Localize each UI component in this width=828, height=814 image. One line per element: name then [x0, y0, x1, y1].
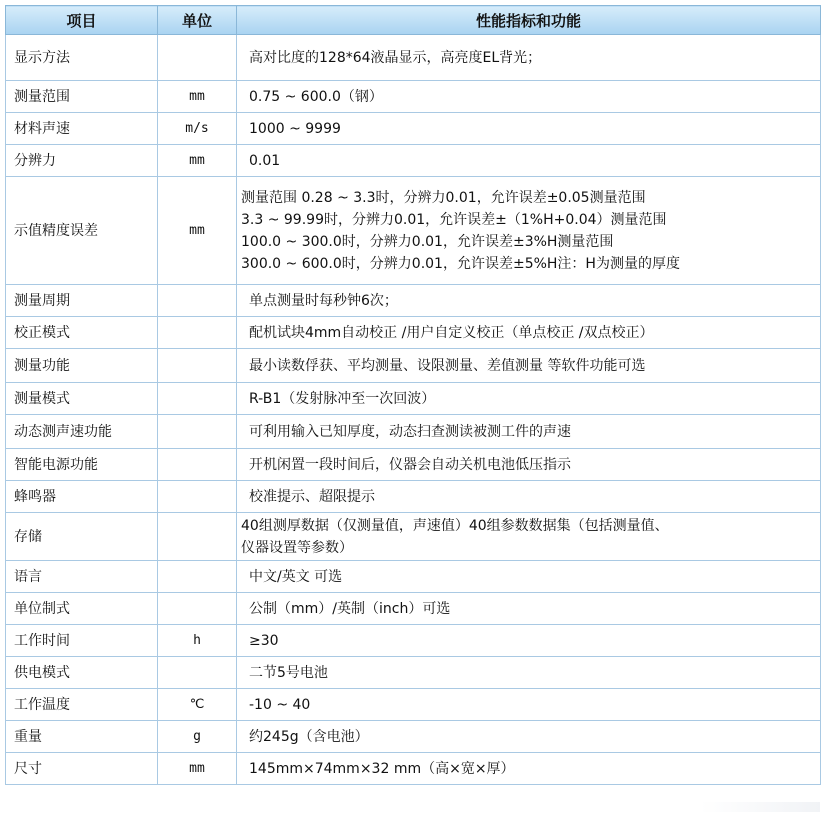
spec-line: 中文/英文 可选 — [249, 568, 343, 585]
row-item: 单位制式 — [6, 593, 158, 625]
row-spec — [237, 349, 821, 383]
row-spec — [237, 285, 821, 317]
row-unit — [158, 593, 237, 625]
row-spec — [237, 721, 821, 753]
spec-line: 100.0 ~ 300.0时，分辨力0.01，允许误差±3%H测量范围 — [241, 233, 614, 250]
table-row — [6, 481, 821, 513]
spec-line: 最小读数俘获、平均测量、设限测量、差值测量 等软件功能可选 — [249, 357, 646, 374]
spec-line: 145mm×74mm×32 mm（高×宽×厚） — [249, 760, 515, 777]
table-row — [6, 81, 821, 113]
spec-line: 3.3 ~ 99.99时，分辨力0.01，允许误差±（1%H+0.04）测量范围 — [241, 211, 667, 228]
spec-line: R-B1（发射脉冲至一次回波） — [249, 390, 436, 407]
table-row — [6, 35, 821, 81]
row-item: 校正模式 — [6, 317, 158, 349]
spec-line: 40组测厚数据（仅测量值，声速值）40组参数数据集（包括测量值、 — [241, 517, 669, 534]
row-unit: mm — [158, 145, 237, 177]
row-spec — [237, 689, 821, 721]
row-unit — [158, 285, 237, 317]
spec-line: 二节5号电池 — [249, 664, 328, 681]
row-unit — [158, 513, 237, 561]
row-item: 材料声速 — [6, 113, 158, 145]
row-spec — [237, 81, 821, 113]
row-item: 尺寸 — [6, 753, 158, 785]
row-item: 蜂鸣器 — [6, 481, 158, 513]
row-spec — [237, 113, 821, 145]
row-item: 供电模式 — [6, 657, 158, 689]
spec-table — [5, 5, 821, 785]
row-unit: g — [158, 721, 237, 753]
table-row — [6, 177, 821, 285]
table-row — [6, 657, 821, 689]
row-spec — [237, 383, 821, 415]
table-row — [6, 625, 821, 657]
row-spec — [237, 481, 821, 513]
header-item: 项目 — [6, 6, 158, 35]
row-unit: h — [158, 625, 237, 657]
header-unit: 单位 — [158, 6, 237, 35]
row-spec — [237, 513, 821, 561]
header-row — [6, 6, 821, 35]
row-spec — [237, 561, 821, 593]
row-unit — [158, 481, 237, 513]
table-row — [6, 753, 821, 785]
row-unit — [158, 383, 237, 415]
table-row — [6, 317, 821, 349]
row-unit: ℃ — [158, 689, 237, 721]
row-spec — [237, 145, 821, 177]
spec-line: 高对比度的128*64液晶显示，高亮度EL背光； — [249, 49, 542, 66]
row-spec — [237, 625, 821, 657]
row-item: 分辨力 — [6, 145, 158, 177]
spec-line: 可利用输入已知厚度，动态扫查测读被测工件的声速 — [249, 423, 571, 440]
footer-fade — [700, 802, 820, 812]
row-item: 重量 — [6, 721, 158, 753]
spec-table-body — [6, 35, 821, 785]
table-row — [6, 513, 821, 561]
row-unit: mm — [158, 753, 237, 785]
spec-line: 配机试块4mm自动校正 /用户自定义校正（单点校正 /双点校正） — [249, 324, 654, 341]
row-item: 智能电源功能 — [6, 449, 158, 481]
row-item: 测量范围 — [6, 81, 158, 113]
row-unit: mm — [158, 81, 237, 113]
table-row — [6, 285, 821, 317]
table-row — [6, 721, 821, 753]
spec-line: 仪器设置等参数） — [241, 539, 353, 556]
row-spec — [237, 753, 821, 785]
row-unit: mm — [158, 177, 237, 285]
header-spec: 性能指标和功能 — [237, 6, 821, 35]
row-item: 显示方法 — [6, 35, 158, 81]
spec-line: 300.0 ~ 600.0时，分辨力0.01，允许误差±5%H注：H为测量的厚度 — [241, 255, 680, 272]
table-row — [6, 415, 821, 449]
spec-line: 开机闲置一段时间后，仪器会自动关机电池低压指示 — [249, 456, 571, 473]
spec-line: ≥30 — [249, 632, 279, 649]
spec-line: 0.75 ~ 600.0（钢） — [249, 88, 383, 105]
row-spec — [237, 35, 821, 81]
spec-line: 单点测量时每秒钟6次； — [249, 292, 398, 309]
row-unit — [158, 657, 237, 689]
table-row — [6, 145, 821, 177]
row-unit: m/s — [158, 113, 237, 145]
row-unit — [158, 349, 237, 383]
row-spec — [237, 593, 821, 625]
row-item: 示值精度误差 — [6, 177, 158, 285]
row-spec — [237, 657, 821, 689]
spec-line: 约245g（含电池） — [249, 728, 369, 745]
row-unit — [158, 317, 237, 349]
row-item: 测量模式 — [6, 383, 158, 415]
row-item: 动态测声速功能 — [6, 415, 158, 449]
spec-line: 0.01 — [249, 152, 281, 169]
row-unit — [158, 561, 237, 593]
spec-line: 测量范围 0.28 ~ 3.3时，分辨力0.01，允许误差±0.05测量范围 — [241, 189, 646, 206]
table-row — [6, 449, 821, 481]
table-row — [6, 593, 821, 625]
table-row — [6, 383, 821, 415]
spec-table-container — [5, 5, 820, 785]
row-spec — [237, 317, 821, 349]
row-item: 工作时间 — [6, 625, 158, 657]
row-item: 测量功能 — [6, 349, 158, 383]
row-unit — [158, 35, 237, 81]
row-item: 语言 — [6, 561, 158, 593]
spec-line: -10 ~ 40 — [249, 696, 311, 713]
row-unit — [158, 449, 237, 481]
row-spec — [237, 177, 821, 285]
row-item: 工作温度 — [6, 689, 158, 721]
table-row — [6, 561, 821, 593]
row-item: 存储 — [6, 513, 158, 561]
table-row — [6, 113, 821, 145]
spec-line: 公制（mm）/英制（inch）可选 — [249, 600, 451, 617]
row-spec — [237, 415, 821, 449]
row-spec — [237, 449, 821, 481]
row-item: 测量周期 — [6, 285, 158, 317]
spec-line: 1000 ~ 9999 — [249, 120, 341, 137]
table-row — [6, 689, 821, 721]
row-unit — [158, 415, 237, 449]
spec-line: 校准提示、超限提示 — [249, 488, 375, 505]
table-row — [6, 349, 821, 383]
